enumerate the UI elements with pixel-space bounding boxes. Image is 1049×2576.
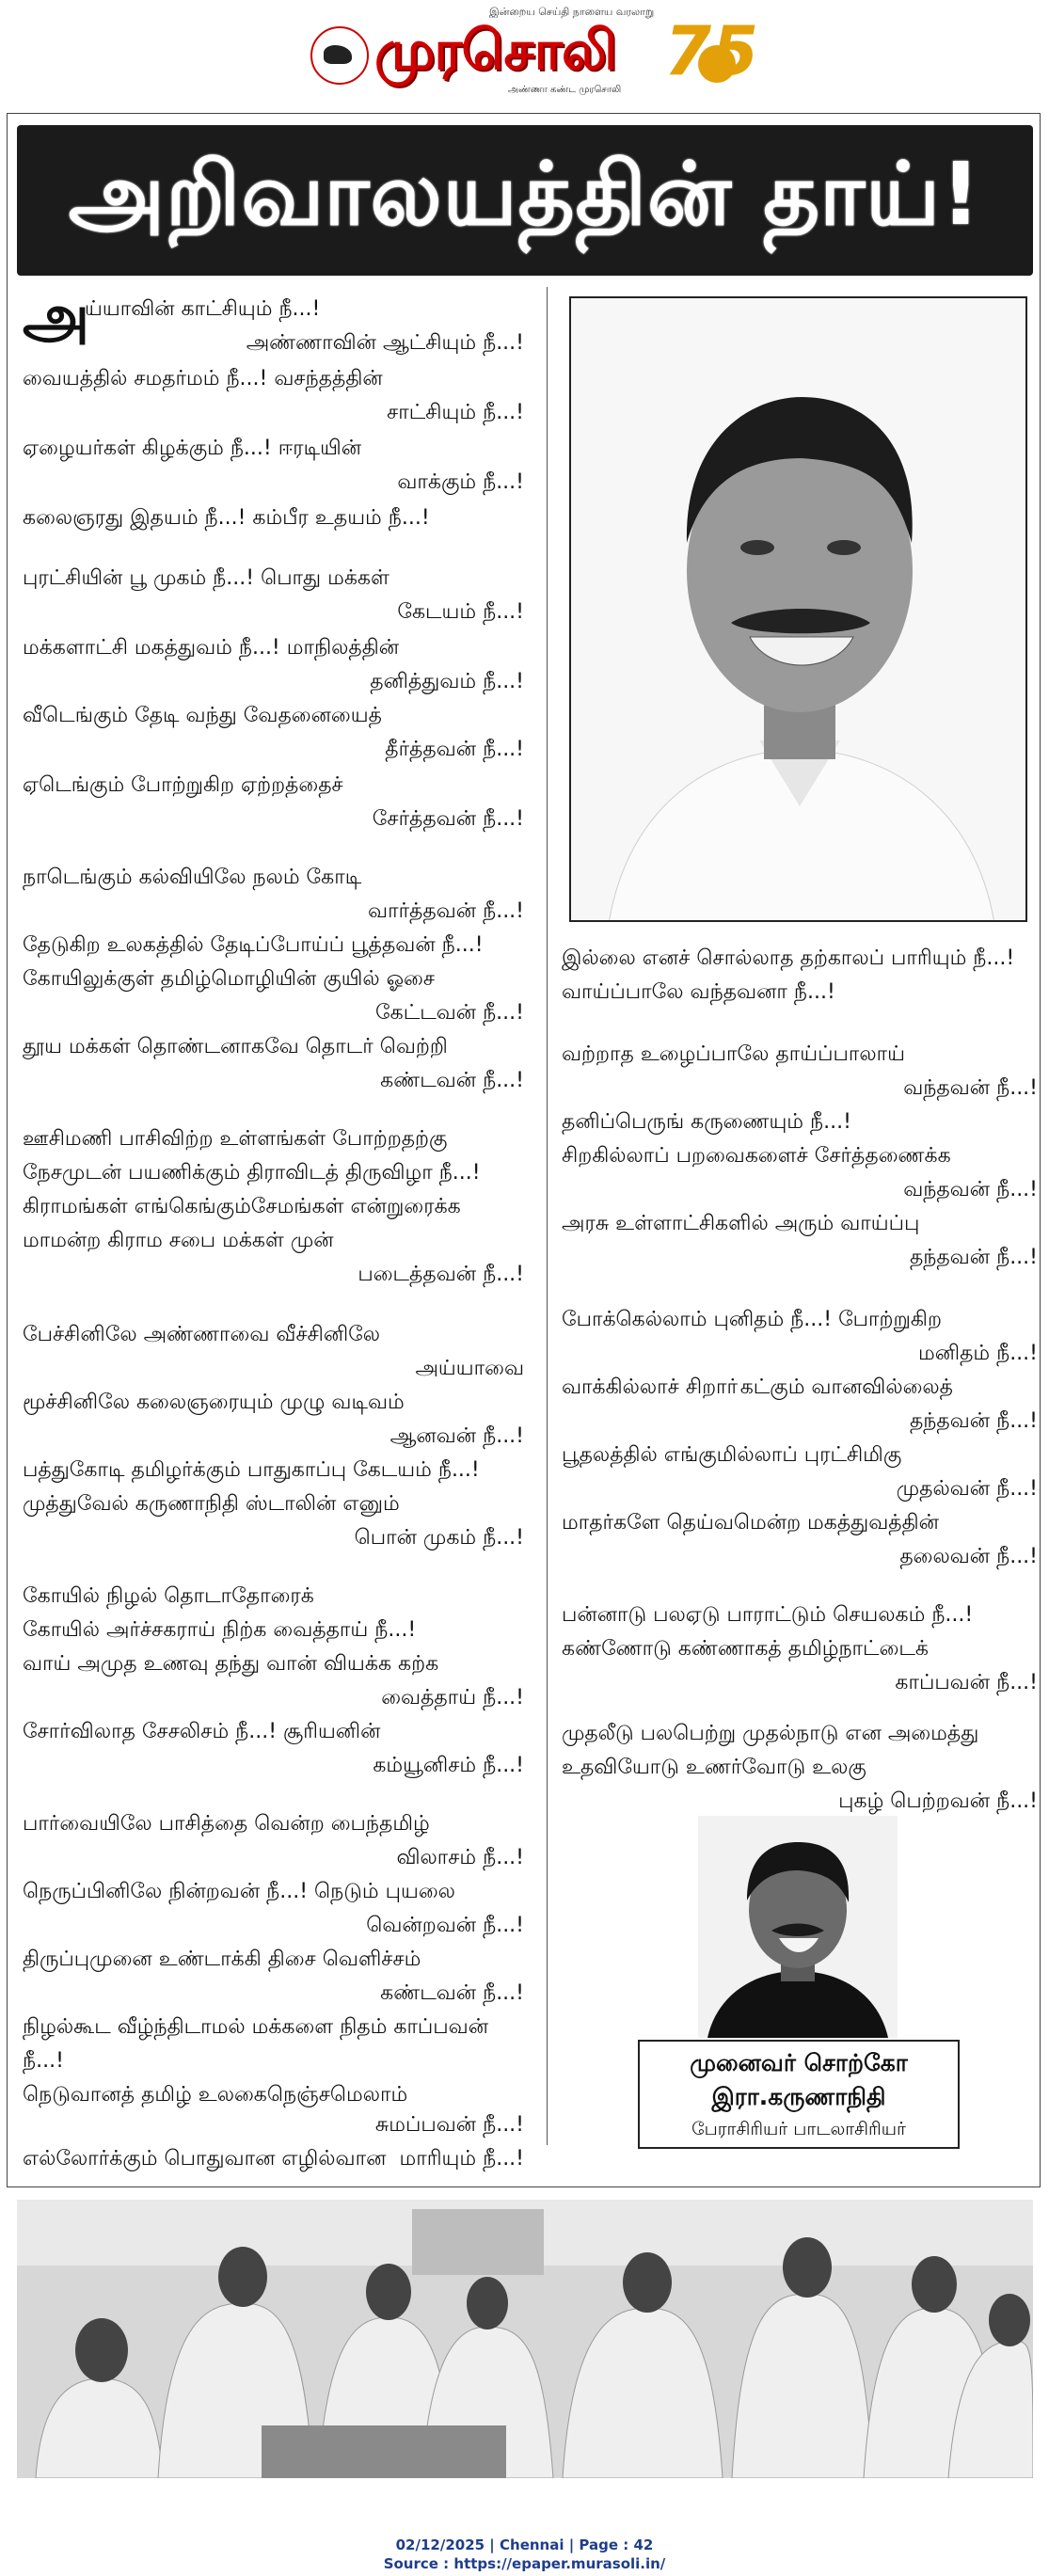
poem-line: சிறகில்லாப் பறவைகளைச் சேர்த்தணைக்க: [562, 1144, 951, 1168]
leader-portrait: [569, 296, 1027, 922]
poem-line: கோயில் நிழல் தொடாதோரைக்: [23, 1584, 314, 1608]
masthead: [0, 0, 1049, 103]
poem-line: வையத்தில் சமதர்மம் நீ...! வசந்தத்தின்: [23, 367, 383, 390]
poem-line: கண்டவன் நீ...!: [380, 1981, 524, 2005]
poem-line: முத்துவேல் கருணாநிதி ஸ்டாலின் எனும்: [23, 1492, 400, 1516]
poem-line: பொன் முகம் நீ...!: [354, 1526, 524, 1550]
masthead-tagline: இன்றைய செய்தி நாளைய வரலாறு: [489, 6, 655, 18]
poem-line: கோயிலுக்குள் தமிழ்மொழியின் குயில் ஓசை: [23, 967, 436, 991]
poem-line: வாக்கும் நீ...!: [397, 470, 524, 494]
poem-line: கிராமங்கள் எங்கெங்கும்சேமங்கள் என்றுரைக்க: [23, 1195, 461, 1218]
author-illustration: [698, 1816, 898, 2038]
poem-line: மனிதம் நீ...!: [918, 1342, 1038, 1365]
poem-line: காப்பவன் நீ...!: [895, 1671, 1038, 1694]
author-credit: [638, 2040, 960, 2149]
poem-line: வந்தவன் நீ...!: [903, 1076, 1038, 1100]
poem-line: சுமப்பவன் நீ...!: [374, 2113, 524, 2137]
poem-line: கோயில் அர்ச்சகராய் நிற்க வைத்தாய் நீ...!: [23, 1618, 417, 1642]
author-name: இரா.கருணாநிதி: [711, 2083, 886, 2110]
poem-line: தேடுகிற உலகத்தில் தேடிப்போய்ப் பூத்தவன் நீ...!: [23, 933, 484, 957]
page-edition: 02/12/2025 | Chennai | Page : 42: [395, 2536, 654, 2553]
poem-line: நெடுவானத் தமிழ் உலகைநெஞ்சமெலாம்: [23, 2083, 408, 2107]
poem-line: வாக்கில்லாச் சிறாா்கட்கும் வானவில்லைத்: [562, 1375, 954, 1399]
poem-line: தீர்த்தவன் நீ...!: [385, 738, 524, 761]
event-photograph: [17, 2200, 1033, 2478]
poem-line: கலைஞரது இதயம் நீ...! கம்பீர உதயம் நீ...!: [23, 506, 430, 530]
author-title: முனைவர் சொற்கோ: [690, 2049, 908, 2076]
poem-line: சாட்சியும் நீ...!: [387, 401, 524, 424]
author-role: பேராசிரியர் பாடலாசிரியர்: [691, 2119, 906, 2139]
poem-line: போக்கெல்லாம் புனிதம் நீ...! போற்றுகிற: [562, 1308, 942, 1331]
poem-line: மாமன்ற கிராம சபை மக்கள் முன்: [23, 1229, 334, 1252]
poem-line: அண்ணாவின் ஆட்சியும் நீ...!: [246, 331, 524, 355]
poem-line: நாடெங்கும் கல்வியிலே நலம் கோடி: [23, 866, 362, 889]
poem-line: இல்லை எனச் சொல்லாத தற்காலப் பாரியும் நீ...!: [562, 946, 1015, 970]
poem-line: ய்யாவின் காட்சியும் நீ...!: [85, 297, 321, 321]
headline-banner: [17, 125, 1033, 276]
poem-line: படைத்தவன் நீ...!: [358, 1263, 524, 1286]
poem-line: உதவியோடு உணர்வோடு உலகு: [562, 1756, 866, 1779]
poem-line: பன்னாடு பலஏடு பாராட்டும் செயலகம் நீ...!: [562, 1603, 974, 1627]
poem-line: அரசு உள்ளாட்சிகளில் அரும் வாய்ப்பு: [562, 1212, 920, 1235]
poem-line: தந்தவன் நீ...!: [909, 1409, 1038, 1433]
poem-line: பூதலத்தில் எங்குமில்லாப் புரட்சிமிகு: [562, 1443, 902, 1467]
poem-line: தனித்துவம் நீ...!: [370, 670, 524, 693]
poem-line: சேர்த்தவன் நீ...!: [372, 807, 524, 831]
poem-line: முதலீடு பலபெற்று முதல்நாடு என அமைத்து: [562, 1722, 979, 1745]
poem-line: வீடெங்கும் தேடி வந்து வேதனையைத்: [23, 704, 382, 727]
poem-line: மூச்சினிலே கலைஞரையும் முழு வடிவம்: [23, 1391, 405, 1414]
poem-line: அய்யாவை: [415, 1357, 524, 1380]
poem-line: நீ...!: [23, 2049, 64, 2073]
poem-line: பத்துகோடி தமிழர்க்கும் பாதுகாப்பு கேடயம் நீ...!: [23, 1458, 480, 1482]
poem-line: ஏழையர்கள் கிழக்கும் நீ...! ஈரடியின்: [23, 437, 362, 460]
poem-line: வற்றாத உழைப்பாலே தாய்ப்பாலாய்: [562, 1042, 905, 1066]
poem-line: தனிப்பெருங் கருணையும் நீ...!: [562, 1110, 851, 1134]
poem-line: மாரியும் நீ...!: [399, 2147, 524, 2171]
poem-line: கம்யூனிசம் நீ...!: [373, 1754, 524, 1777]
poem-line: பார்வையிலே பாசித்தை வென்ற பைந்தமிழ்: [23, 1812, 430, 1836]
headline: அறிவாலயத்தின் தாய்!: [68, 144, 982, 245]
poem-line: கண்ணோடு கண்ணாகத் தமிழ்நாட்டைக்: [562, 1637, 929, 1661]
poem-line: கண்டவன் நீ...!: [380, 1069, 524, 1092]
poem-line: கேடயம் நீ...!: [397, 600, 524, 624]
poem-line: திருப்புமுனை உண்டாக்கி திசை வெளிச்சம்: [23, 1948, 421, 1971]
poem-line: நெருப்பினிலே நின்றவன் நீ...! நெடும் புயலை: [23, 1880, 455, 1903]
poem-line: ஆனவன் நீ...!: [389, 1424, 524, 1448]
poem-line: தூய மக்கள் தொண்டனாகவே தொடர் வெற்றி: [23, 1035, 448, 1058]
newspaper-logo: முரசொலி: [374, 18, 616, 82]
party-emblem-icon: [310, 26, 369, 85]
column-divider: [547, 287, 548, 2145]
poem-line: நிழல்கூட வீழ்ந்திடாமல் மக்களை நிதம் காப்பவன்: [23, 2015, 489, 2039]
poem-line: புரட்சியின் பூ முகம் நீ...! பொது மக்கள்: [23, 566, 389, 590]
poem-line: சோர்விலாத சேசலிசம் நீ...! சூரியனின்: [23, 1720, 381, 1743]
poem-line: வந்தவன் நீ...!: [903, 1178, 1038, 1201]
poem-line: முதல்வன் நீ...!: [896, 1477, 1038, 1501]
anniversary-number: 75: [664, 11, 759, 90]
poem-line: தலைவன் நீ...!: [899, 1545, 1038, 1568]
poem-line: ஊசிமணி பாசிவிற்ற உள்ளங்கள் போற்றதற்கு: [23, 1127, 448, 1151]
poem-line: வைத்தாய் நீ...!: [381, 1686, 524, 1709]
poem-line: மக்களாட்சி மகத்துவம் நீ...! மாநிலத்தின்: [23, 636, 400, 660]
poem-line: வாய்ப்பாலே வந்தவனா நீ...!: [562, 980, 835, 1004]
poem-line: பேச்சினிலே அண்ணாவை வீச்சினிலே: [23, 1323, 381, 1346]
poem-line: எல்லோர்க்கும் பொதுவான எழில்வான: [23, 2147, 387, 2171]
poem-line: தந்தவன் நீ...!: [909, 1246, 1038, 1269]
portrait-illustration: [571, 298, 1027, 922]
author-photo: [698, 1816, 898, 2038]
masthead-subtitle: அண்ணா கண்ட முரசொலி: [508, 85, 622, 95]
poem-line: மாதர்களே தெய்வமென்ற மகத்துவத்தின்: [562, 1511, 939, 1534]
poem-line: வார்த்தவன் நீ...!: [368, 899, 524, 923]
poem-line: வென்றவன் நீ...!: [366, 1914, 524, 1937]
poem-line: நேசமுடன் பயணிக்கும் திராவிடத் திருவிழா நீ...!: [23, 1161, 481, 1185]
poem-line: ஏடெங்கும் போற்றுகிற ஏற்றத்தைச்: [23, 773, 343, 797]
source-link[interactable]: Source : https://epaper.murasoli.in/: [383, 2555, 666, 2572]
poem-line: வாய் அமுத உணவு தந்து வான் வியக்க கற்க: [23, 1652, 439, 1676]
poem-line: விலாசம் நீ...!: [396, 1846, 524, 1869]
poem-line: புகழ் பெற்றவன் நீ...!: [838, 1789, 1038, 1813]
drop-cap: அ: [23, 282, 90, 352]
poem-line: கேட்டவன் நீ...!: [375, 1001, 524, 1025]
event-photo-illustration: [17, 2200, 1033, 2478]
